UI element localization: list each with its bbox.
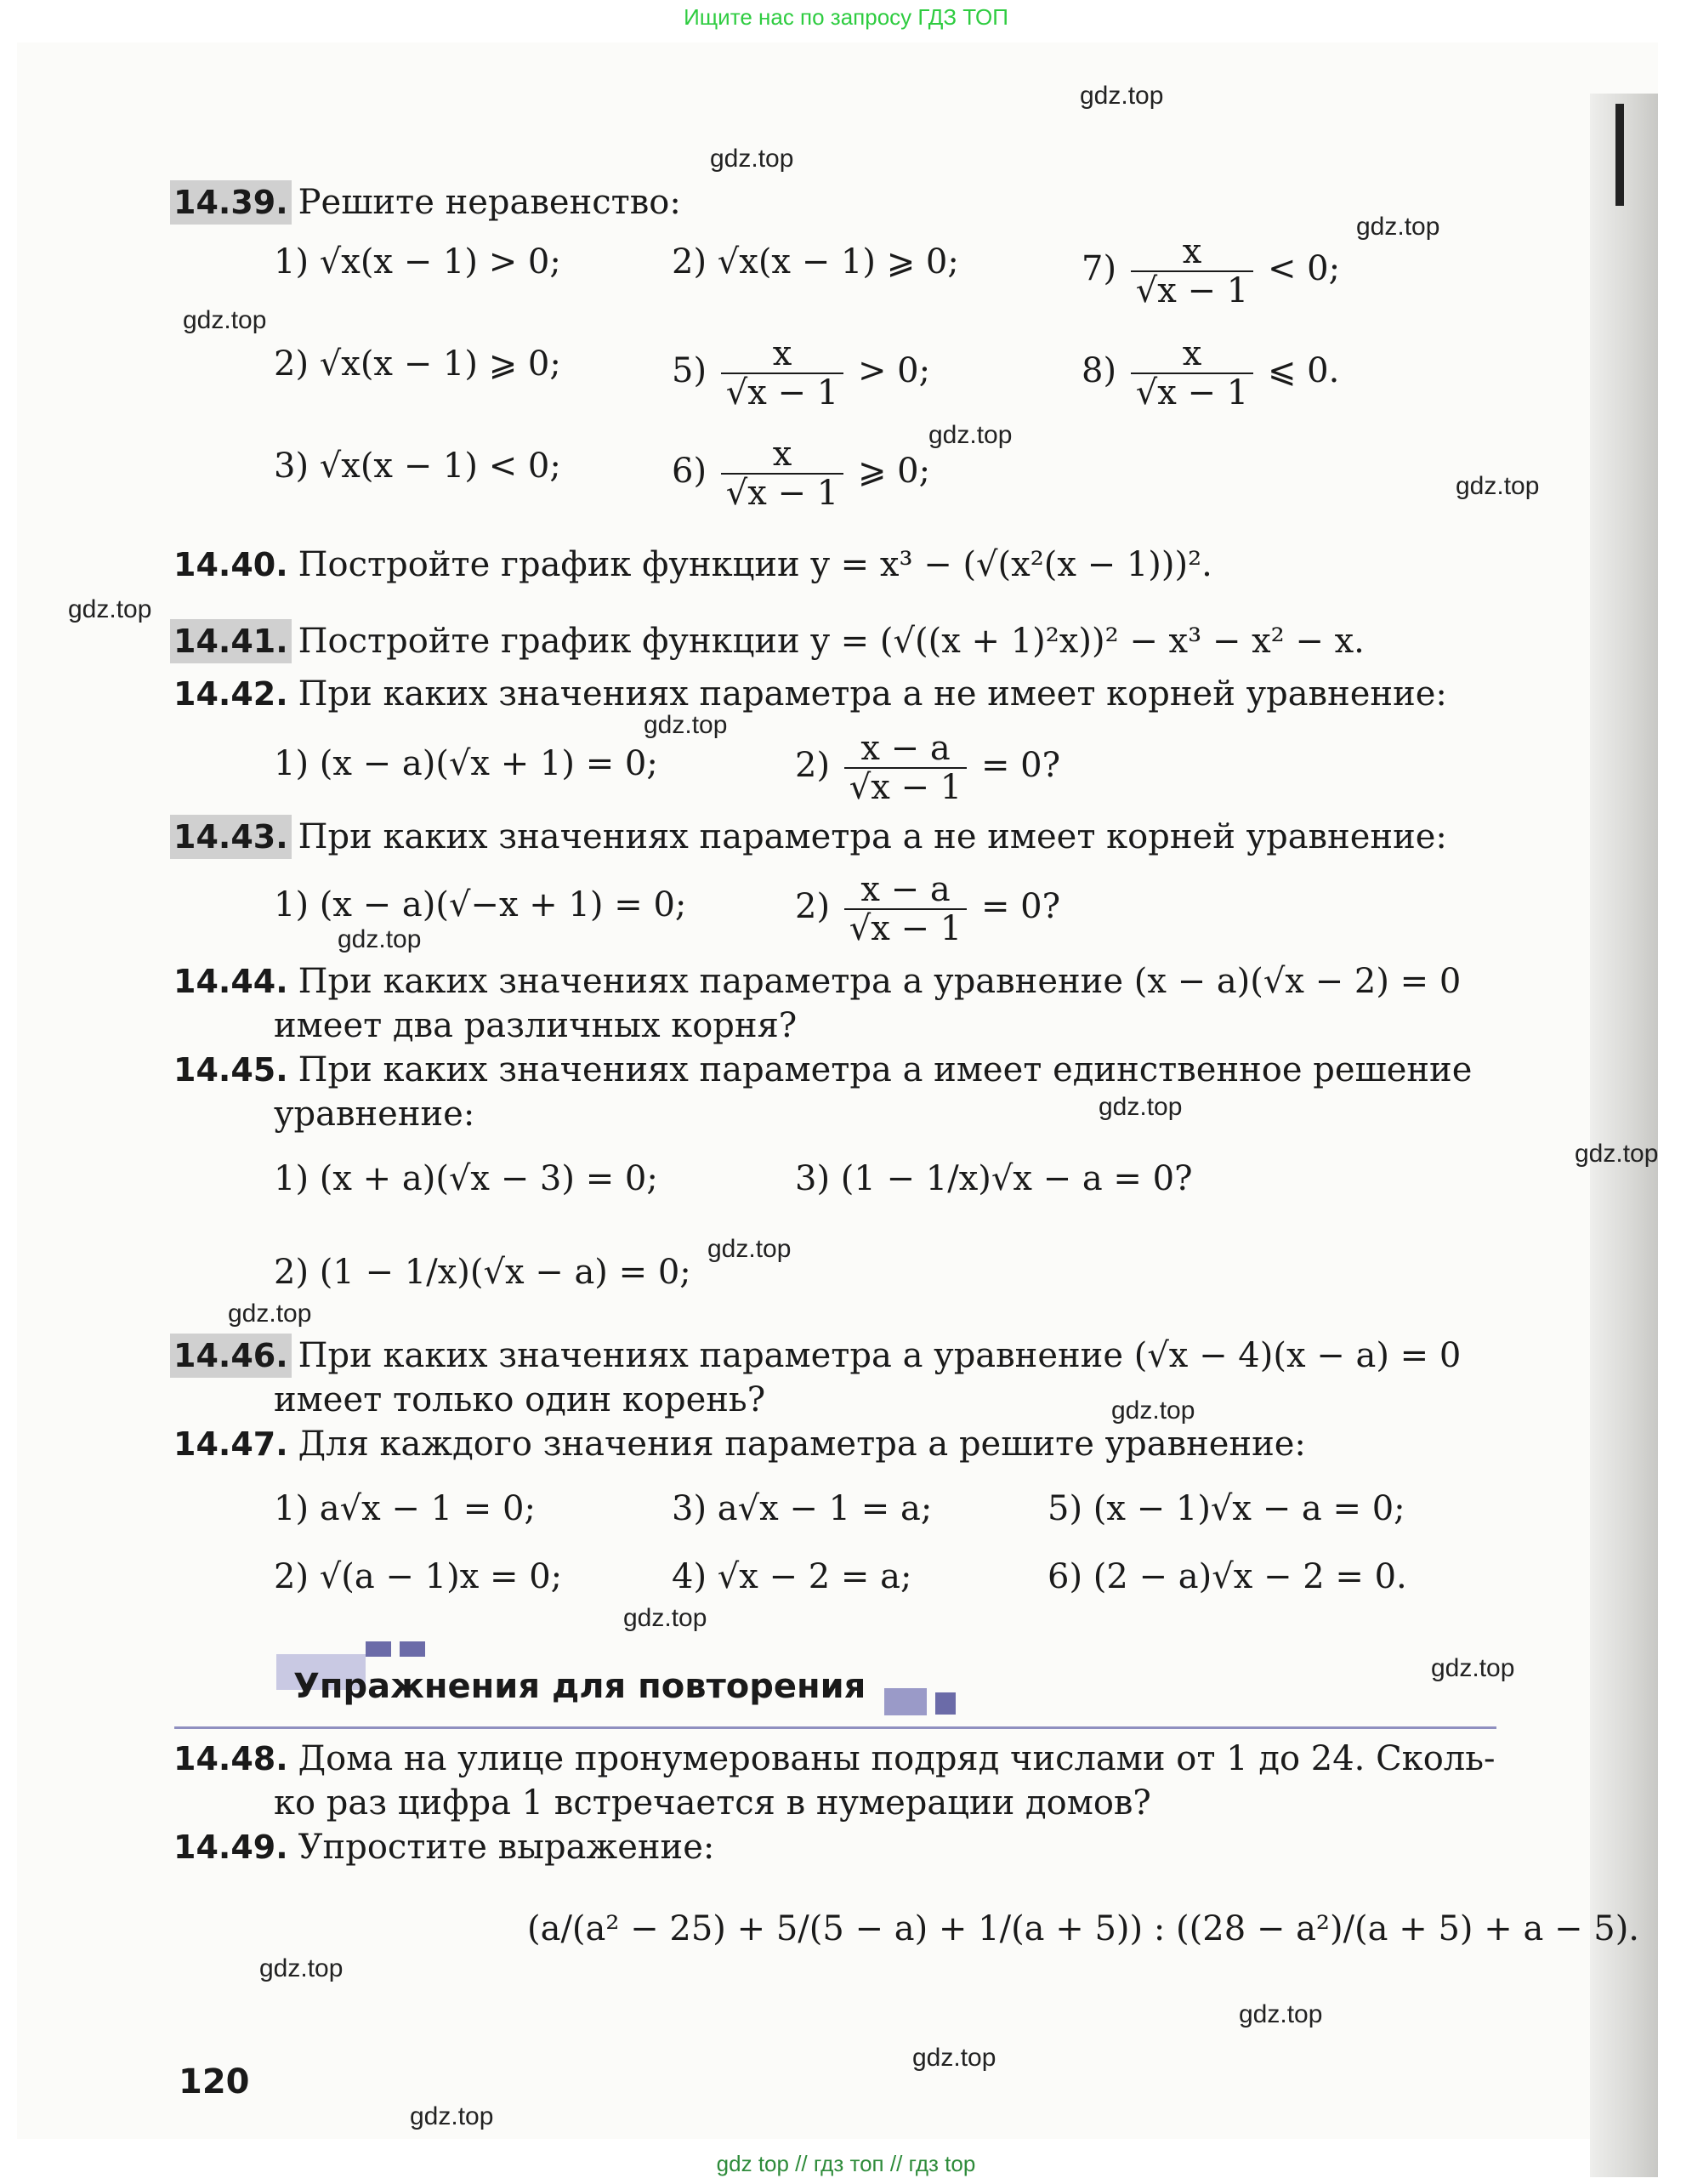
item-1: 1) (x − a)(√x + 1) = 0; bbox=[274, 744, 658, 783]
section-decoration bbox=[400, 1641, 425, 1657]
section-title: Упражнения для повторения bbox=[293, 1667, 866, 1706]
relation: < 0; bbox=[1267, 249, 1341, 288]
item-7 bbox=[1082, 233, 1340, 310]
item-1: 1) (x + a)(√x − 3) = 0; bbox=[274, 1159, 658, 1198]
item-4: 4) √x − 2 = a; bbox=[672, 1557, 912, 1596]
fraction bbox=[844, 871, 967, 947]
page-number: 120 bbox=[179, 2062, 250, 2102]
problem-number: 14.45. bbox=[173, 1051, 288, 1089]
item-2: 2) √(a − 1)x = 0; bbox=[274, 1557, 563, 1596]
section-decoration bbox=[366, 1641, 391, 1657]
denominator: √x − 1 bbox=[849, 768, 962, 807]
item-2 bbox=[795, 871, 1060, 947]
watermark: gdz.top bbox=[183, 306, 267, 334]
watermark: gdz.top bbox=[912, 2044, 996, 2072]
watermark: gdz.top bbox=[1431, 1654, 1515, 1682]
item-6: 6) (2 − a)√x − 2 = 0. bbox=[1048, 1557, 1407, 1596]
problem-text: Для каждого значения параметра a решите уравнение: bbox=[298, 1425, 1306, 1464]
problem-14-46 bbox=[170, 1334, 1461, 1378]
problem-number: 14.42. bbox=[173, 675, 288, 713]
item-5: 5) (x − 1)√x − a = 0; bbox=[1048, 1489, 1405, 1528]
problem-text-cont: имеет только один корень? bbox=[274, 1380, 766, 1419]
numerator: x bbox=[721, 335, 843, 374]
watermark: gdz.top bbox=[1111, 1396, 1195, 1425]
problem-text: При каких значениях параметра a уравнение (√x − 4)(x − a) = 0 bbox=[298, 1336, 1462, 1375]
item-1: 1) (x − a)(√−x + 1) = 0; bbox=[274, 885, 687, 924]
item-3: 3) (1 − 1/x)√x − a = 0? bbox=[795, 1159, 1193, 1198]
problem-number: 14.40. bbox=[173, 546, 288, 583]
item-label: 2) bbox=[795, 887, 831, 926]
denominator: √x − 1 bbox=[725, 373, 839, 412]
watermark: gdz.top bbox=[68, 595, 152, 623]
denominator: √x − 1 bbox=[725, 474, 839, 513]
problem-number: 14.49. bbox=[173, 1829, 288, 1866]
problem-14-41 bbox=[170, 619, 1365, 663]
item-label: 7) bbox=[1082, 249, 1117, 288]
fraction bbox=[1131, 335, 1253, 412]
problem-14-49 bbox=[170, 1825, 714, 1869]
watermark: gdz.top bbox=[1239, 2000, 1323, 2028]
relation: ⩽ 0. bbox=[1267, 351, 1340, 390]
watermark: gdz.top bbox=[710, 145, 794, 173]
relation: = 0? bbox=[980, 887, 1061, 926]
problem-text: При каких значениях параметра a не имеет корней уравнение: bbox=[298, 674, 1447, 714]
item-2: 2) √x(x − 1) ⩾ 0; bbox=[274, 344, 561, 384]
problem-number: 14.47. bbox=[173, 1425, 288, 1463]
fraction bbox=[721, 435, 843, 512]
item-3: 3) a√x − 1 = a; bbox=[672, 1489, 933, 1528]
problem-text: Постройте график функции y = (√((x + 1)²x))² − x³ − x² − x. bbox=[298, 622, 1365, 661]
numerator: x bbox=[1131, 335, 1253, 374]
problem-14-42 bbox=[170, 672, 1447, 716]
watermark: gdz.top bbox=[928, 421, 1013, 449]
watermark: gdz.top bbox=[338, 925, 422, 953]
problem-number: 14.44. bbox=[173, 963, 288, 1000]
problem-14-45 bbox=[170, 1048, 1472, 1092]
problem-14-43 bbox=[170, 815, 1447, 859]
problem-text-cont: уравнение: bbox=[274, 1095, 475, 1134]
section-decoration bbox=[935, 1692, 956, 1715]
denominator: √x − 1 bbox=[1135, 271, 1249, 310]
problem-text-cont: ко раз цифра 1 встречается в нумерации домов? bbox=[274, 1783, 1151, 1823]
problem-text: При каких значениях параметра a уравнение (x − a)(√x − 2) = 0 bbox=[298, 962, 1462, 1001]
problem-number: 14.46. bbox=[170, 1334, 292, 1378]
numerator: x − a bbox=[844, 871, 967, 910]
denominator: √x − 1 bbox=[849, 909, 962, 948]
watermark: gdz.top bbox=[1575, 1140, 1659, 1168]
watermark: gdz.top bbox=[623, 1604, 707, 1632]
watermark: gdz.top bbox=[644, 711, 728, 739]
section-decoration bbox=[884, 1688, 927, 1715]
watermark: gdz.top bbox=[1356, 213, 1440, 241]
problem-number: 14.39. bbox=[170, 180, 292, 225]
item-1: 1) a√x − 1 = 0; bbox=[274, 1489, 536, 1528]
problem-14-39 bbox=[170, 180, 681, 225]
watermark: gdz.top bbox=[259, 1954, 344, 1982]
item-8 bbox=[1082, 335, 1339, 412]
fraction bbox=[844, 730, 967, 806]
problem-text: Дома на улице пронумерованы подряд числами от 1 до 24. Сколь- bbox=[298, 1739, 1496, 1778]
watermark: gdz.top bbox=[1456, 472, 1540, 500]
problem-number: 14.41. bbox=[170, 619, 292, 663]
watermark: gdz.top bbox=[1099, 1093, 1183, 1121]
item-label: 2) bbox=[795, 746, 831, 785]
item-5 bbox=[672, 335, 930, 412]
item-2: 2) (1 − 1/x)(√x − a) = 0; bbox=[274, 1253, 691, 1292]
expression: (a/(a² − 25) + 5/(5 − a) + 1/(a + 5)) : ((28 − a²)/(a + 5) + a − 5). bbox=[527, 1909, 1640, 1948]
item-6 bbox=[672, 435, 930, 512]
numerator: x bbox=[721, 435, 843, 475]
problem-text: При каких значениях параметра a имеет единственное решение bbox=[298, 1050, 1473, 1089]
item-label: 6) bbox=[672, 452, 707, 491]
item-3: 3) √x(x − 1) < 0; bbox=[274, 446, 561, 486]
watermark: gdz.top bbox=[228, 1300, 312, 1328]
problem-14-40 bbox=[170, 543, 1212, 587]
problem-14-47 bbox=[170, 1422, 1306, 1466]
top-banner[interactable]: Ищите нас по запросу ГДЗ ТОП bbox=[684, 4, 1008, 30]
watermark: gdz.top bbox=[707, 1235, 792, 1263]
relation: ⩾ 0; bbox=[857, 452, 931, 491]
watermark: gdz.top bbox=[1080, 82, 1164, 110]
section-divider bbox=[174, 1726, 1496, 1729]
denominator: √x − 1 bbox=[1135, 373, 1249, 412]
numerator: x bbox=[1131, 233, 1253, 272]
relation: > 0; bbox=[857, 351, 931, 390]
problem-text: При каких значениях параметра a не имеет корней уравнение: bbox=[298, 817, 1447, 856]
problem-14-48 bbox=[170, 1737, 1496, 1781]
item-label: 8) bbox=[1082, 351, 1117, 390]
numerator: x − a bbox=[844, 730, 967, 769]
problem-text-cont: имеет два различных корня? bbox=[274, 1006, 798, 1045]
spine-mark bbox=[1615, 104, 1624, 206]
problem-text: Упростите выражение: bbox=[298, 1828, 715, 1867]
problem-14-44 bbox=[170, 959, 1461, 1004]
problem-number: 14.48. bbox=[173, 1740, 288, 1777]
item-label: 5) bbox=[672, 351, 707, 390]
watermark: gdz.top bbox=[410, 2102, 494, 2130]
problem-number: 14.43. bbox=[170, 815, 292, 859]
fraction bbox=[1131, 233, 1253, 310]
item-4: 2) √x(x − 1) ⩾ 0; bbox=[672, 242, 959, 282]
problem-text: Постройте график функции y = x³ − (√(x²(x − 1)))². bbox=[298, 545, 1212, 584]
relation: = 0? bbox=[980, 746, 1061, 785]
fraction bbox=[721, 335, 843, 412]
page-spine bbox=[1590, 94, 1658, 2177]
item-2 bbox=[795, 730, 1060, 806]
item-1: 1) √x(x − 1) > 0; bbox=[274, 242, 561, 282]
bottom-banner[interactable]: gdz top // гдз топ // гдз top bbox=[716, 2151, 976, 2176]
problem-text: Решите неравенство: bbox=[298, 183, 681, 222]
